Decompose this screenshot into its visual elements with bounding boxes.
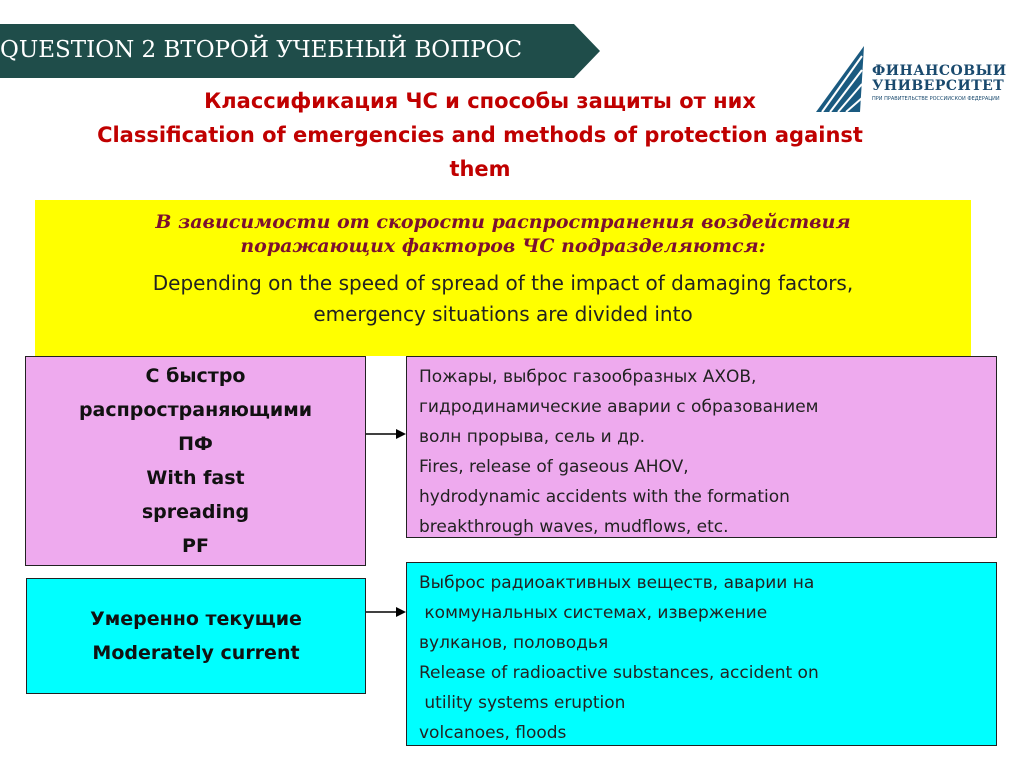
description-line: Release of radioactive substances, accident on	[419, 663, 819, 683]
intro-russian	[35, 210, 971, 258]
description-line: volcanoes, floods	[419, 723, 567, 743]
category-label-line: With fast	[146, 467, 245, 489]
category-label-line: Moderately current	[92, 642, 300, 664]
intro-en-line-2: emergency situations are divided into	[313, 302, 693, 326]
description-line: вулканов, половодья	[419, 633, 609, 653]
category-label-line: spreading	[141, 501, 250, 523]
category-label-line: PF	[182, 535, 209, 557]
logo-subline: ПРИ ПРАВИТЕЛЬСТВЕ РОССИЙСКОЙ ФЕДЕРАЦИИ	[872, 96, 1000, 102]
category-fast-label	[79, 359, 312, 563]
arrow-right-icon	[366, 604, 408, 620]
intro-en-line-1: Depending on the speed of spread of the impact of damaging factors,	[152, 271, 854, 295]
intro-box	[35, 200, 971, 356]
description-line: гидродинамические аварии с образованием	[419, 397, 819, 417]
arrow-right-icon	[366, 426, 408, 442]
category-moderate-label	[90, 602, 302, 670]
category-label-line: Умеренно текущие	[90, 608, 302, 630]
question-banner	[0, 20, 608, 82]
intro-ru-line-1: В зависимости от скорости распространения воздействия	[155, 211, 851, 233]
logo-line-1: ФИНАНСОВЫЙ	[872, 64, 1007, 79]
intro-english	[35, 268, 971, 330]
title-line-2: Classification of emergencies and methods of protection against	[97, 123, 863, 147]
slide-title	[0, 84, 960, 186]
description-line: hydrodynamic accidents with the formation	[419, 487, 790, 507]
description-line: breakthrough waves, mudflows, etc.	[419, 517, 729, 537]
description-line: Выброс радиоактивных веществ, аварии на	[419, 573, 815, 593]
category-label-line: распространяющими	[78, 399, 313, 421]
category-fast-description	[406, 356, 997, 538]
title-line-3: them	[449, 157, 511, 181]
description-line: волн прорыва, сель и др.	[419, 427, 646, 447]
banner-title: QUESTION 2 ВТОРОЙ УЧЕБНЫЙ ВОПРОС	[0, 37, 523, 63]
category-label-line: ПФ	[178, 433, 213, 455]
logo-line-2: УНИВЕРСИТЕТ	[872, 78, 1005, 94]
description-line: коммунальных системах, извержение	[419, 603, 768, 623]
category-label-line: С быстро	[145, 365, 246, 387]
title-line-1: Классификация ЧС и способы защиты от них	[204, 89, 756, 113]
intro-ru-line-2: поражающих факторов ЧС подразделяются:	[240, 235, 766, 257]
category-moderate-description	[406, 562, 997, 746]
category-fast-box	[25, 356, 366, 566]
description-line: utility systems eruption	[419, 693, 626, 713]
description-line: Fires, release of gaseous AHOV,	[419, 457, 689, 477]
description-line: Пожары, выброс газообразных АХОВ,	[419, 367, 757, 387]
category-moderate-box	[26, 578, 366, 694]
